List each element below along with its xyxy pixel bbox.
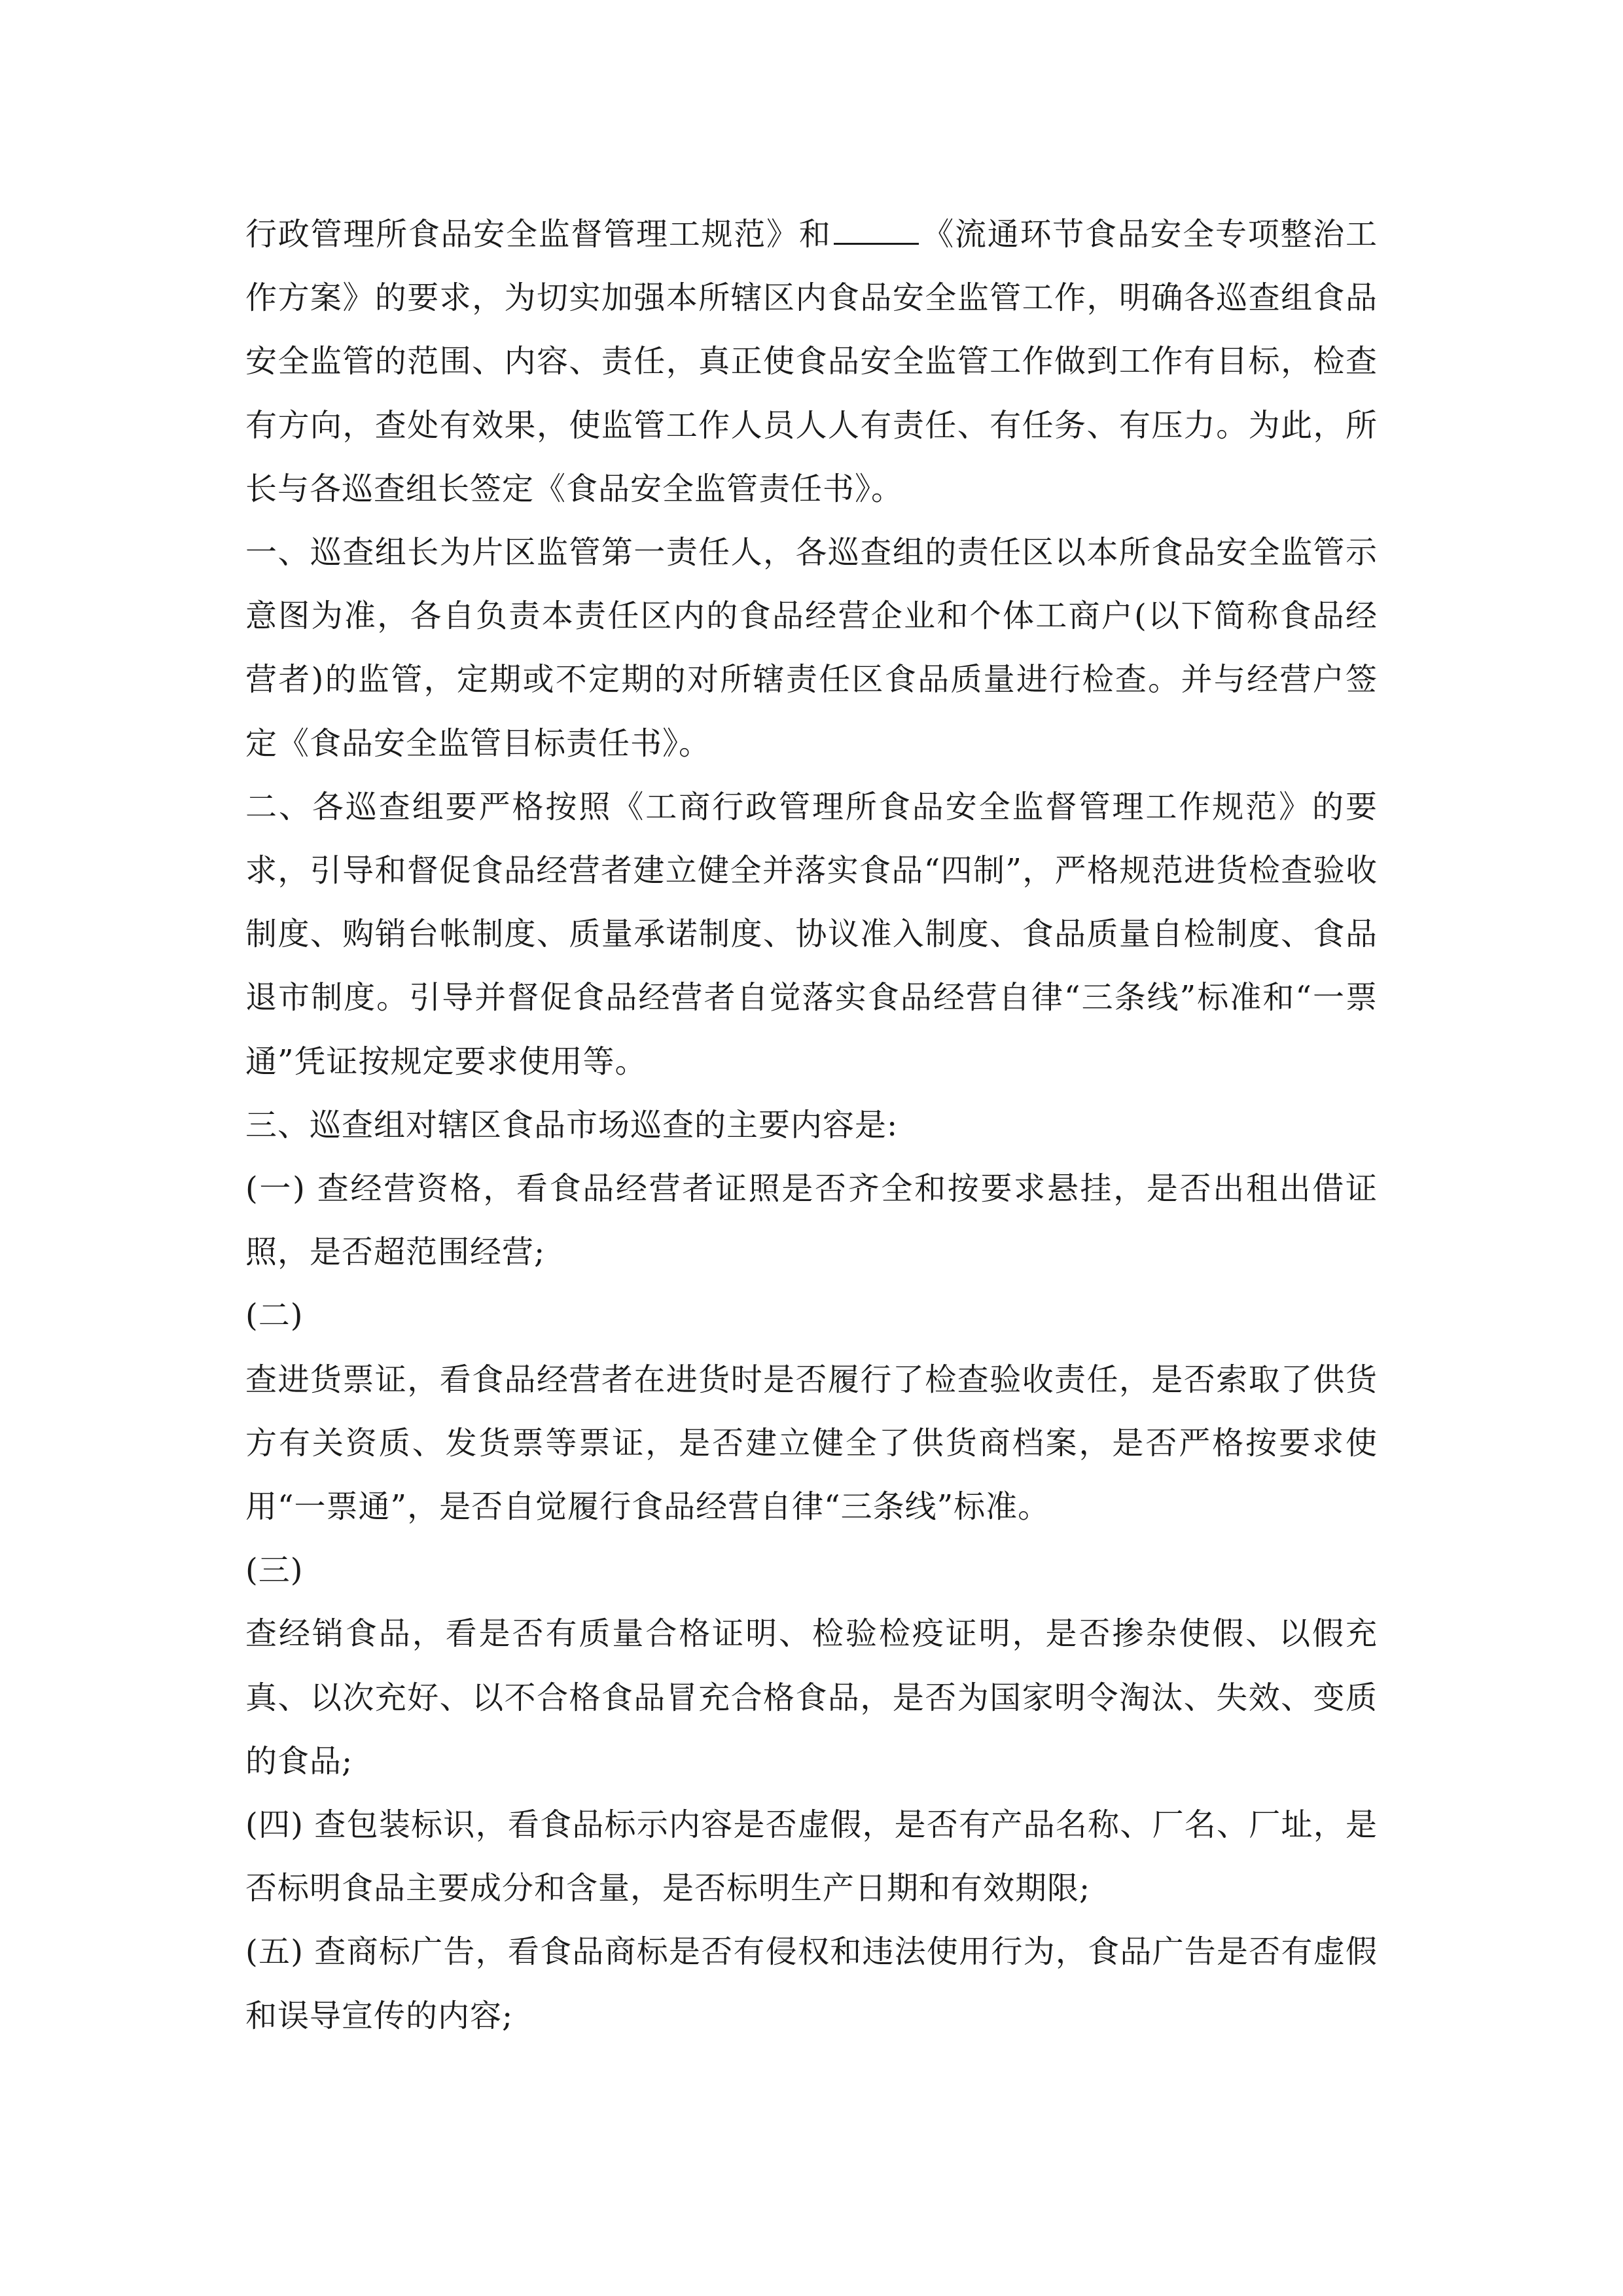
paragraph-3: 三、巡查组对辖区食品市场巡查的主要内容是: xyxy=(245,1106,899,1143)
intro-text-before-blank: 行政管理所食品安全监督管理工规范》和 xyxy=(245,216,832,253)
paragraph-4: (一) 查经营资格，看食品经营者证照是否齐全和按要求悬挂，是否出租出借证照，是否超范围经营; xyxy=(245,1170,1378,1271)
paragraph-7: (三) xyxy=(245,1552,304,1589)
paragraph-2: 二、各巡查组要严格按照《工商行政管理所食品安全监督管理工作规范》的要求，引导和督促食品经营者建立健全并落实食品“四制”，严格规范进货检查验收制度、购销台帐制度、质量承诺制度、协议准入制度、食品质量自检制度、食品退市制度。引导并督促食品经营者自觉落实食品经营自律“三条线”标准和“一票通”凭证按规定要求使用等。 xyxy=(245,788,1378,1080)
paragraph-5: (二) xyxy=(245,1297,304,1335)
paragraph-10: (五) 查商标广告，看食品商标是否有侵权和违法使用行为，食品广告是否有虚假和误导宣传的内容; xyxy=(245,1933,1378,2034)
paragraph-9: (四) 查包装标识，看食品标示内容是否虚假，是否有产品名称、厂名、厂址，是否标明食品主要成分和含量，是否标明生产日期和有效期限; xyxy=(245,1806,1378,1907)
paragraph-6: 查进货票证，看食品经营者在进货时是否履行了检查验收责任，是否索取了供货方有关资质、发货票等票证，是否建立健全了供货商档案，是否严格按要求使用“一票通”，是否自觉履行食品经营自律“三条线”标准。 xyxy=(245,1361,1378,1526)
paragraph-1: 一、巡查组长为片区监管第一责任人，各巡查组的责任区以本所食品安全监管示意图为准，各自负责本责任区内的食品经营企业和个体工商户(以下简称食品经营者)的监管，定期或不定期的对所辖责任区食品质量进行检查。并与经营户签定《食品安全监管目标责任书》。 xyxy=(245,534,1378,762)
document-body xyxy=(245,203,1378,2048)
intro-paragraph xyxy=(245,203,1378,521)
fill-in-blank xyxy=(834,217,919,245)
paragraph-8: 查经销食品，看是否有质量合格证明、检验检疫证明，是否掺杂使假、以假充真、以次充好、以不合格食品冒充合格食品，是否为国家明令淘汰、失效、变质的食品; xyxy=(245,1615,1378,1780)
intro-text-after-blank: 《流通环节食品安全专项整治工作方案》的要求，为切实加强本所辖区内食品安全监管工作，明确各巡查组食品安全监管的范围、内容、责任，真正使食品安全监管工作做到工作有目标，检查有方向，查处有效果，使监管工作人员人人有责任、有任务、有压力。为此，所长与各巡查组长签定《食品安全监管责任书》。 xyxy=(245,216,1378,507)
